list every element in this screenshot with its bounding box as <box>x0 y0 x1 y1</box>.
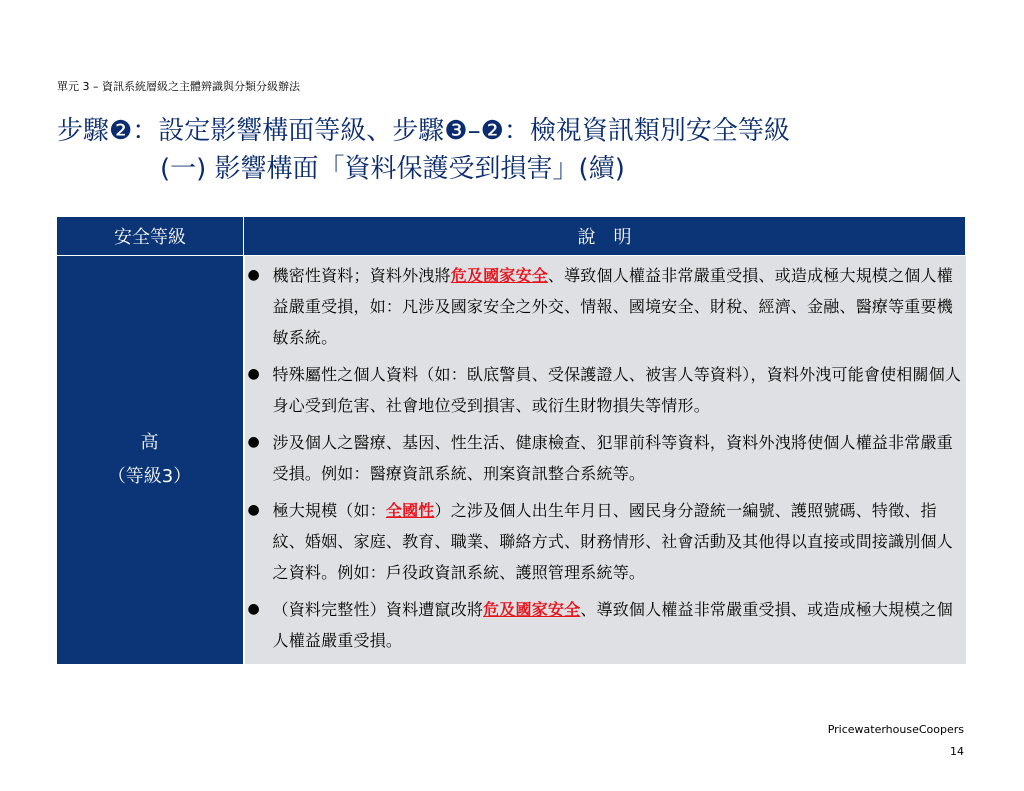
description-list <box>245 260 966 656</box>
level-name: 高 <box>140 432 159 453</box>
page-number: 14 <box>950 745 964 758</box>
bullet-icon: ● <box>247 601 260 617</box>
item-text: 特殊屬性之個人資料（如：臥底警員、受保護證人、被害人等資料），資料外洩可能會使相關個人身心受到危害、社會地位受到損害、或衍生財物損失等情形。 <box>272 365 962 415</box>
bullet-icon: ● <box>247 434 260 450</box>
item-text: ）之涉及個人出生年月日、國民身分證統一編號、護照號碼、特徵、指紋、婚姻、家庭、教育、職業、聯絡方式、財務情形、社會活動及其他得以直接或間接識別個人之資料。例如：戶役政資訊系統、護照管理系統等。 <box>272 501 953 582</box>
list-item <box>245 427 966 489</box>
item-text: 、導致個人權益非常嚴重受損、或造成極大規模之個人權益嚴重受損。 <box>272 600 953 650</box>
list-item <box>245 594 966 656</box>
list-item <box>245 359 966 421</box>
description-cell <box>244 256 966 665</box>
level-cell <box>57 256 244 665</box>
bullet-icon: ● <box>247 267 260 283</box>
table-header-row <box>57 217 966 256</box>
highlight-text: 全國性 <box>385 501 435 520</box>
security-level-table <box>56 216 966 664</box>
bullet-icon: ● <box>247 502 260 518</box>
table-row <box>57 256 966 665</box>
bullet-icon: ● <box>247 366 260 382</box>
item-text: 涉及個人之醫療、基因、性生活、健康檢查、犯罪前科等資料，資料外洩將使個人權益非常嚴重受損。例如：醫療資訊系統、刑案資訊整合系統等。 <box>272 433 953 483</box>
header-security-level: 安全等級 <box>57 217 244 256</box>
footer-organization: PricewaterhouseCoopers <box>827 723 964 736</box>
page-title-line2: (一) 影響構面「資料保護受到損害」(續) <box>160 154 625 184</box>
page-title-line1: 步驟❷：設定影響構面等級、步驟❸–❷：檢視資訊類別安全等級 <box>57 116 790 146</box>
item-text: （資料完整性）資料遭竄改將 <box>272 600 484 619</box>
page-title <box>57 112 790 188</box>
item-text: 、導致個人權益非常嚴重受損、或造成極大規模之個人權益嚴重受損，如：凡涉及國家安全之外交、情報、國境安全、財稅、經濟、金融、醫療等重要機敏系統。 <box>272 266 953 347</box>
highlight-text: 危及國家安全 <box>450 266 548 285</box>
list-item <box>245 260 966 353</box>
level-sub: （等級3） <box>107 466 192 487</box>
breadcrumb: 單元 3 – 資訊系統層級之主體辨識與分類分級辦法 <box>57 80 300 93</box>
item-text: 極大規模（如： <box>272 501 386 520</box>
highlight-text: 危及國家安全 <box>483 600 581 619</box>
header-description: 說 明 <box>244 217 966 256</box>
list-item <box>245 495 966 588</box>
item-text: 機密性資料；資料外洩將 <box>272 266 451 285</box>
